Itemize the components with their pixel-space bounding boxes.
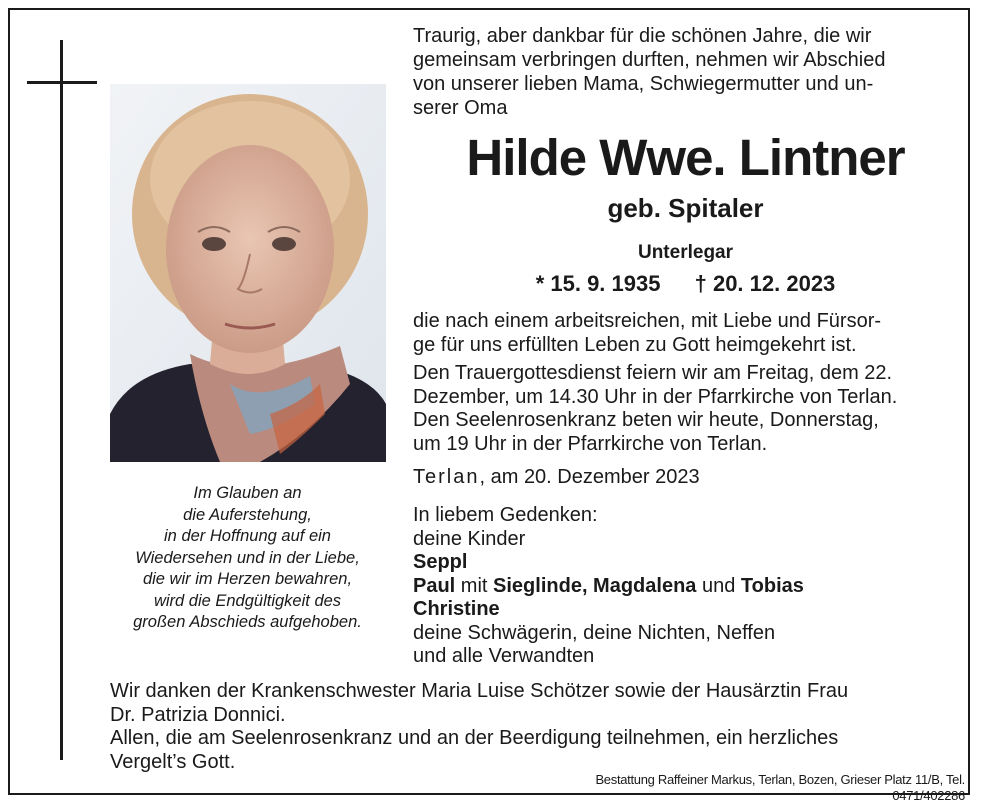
death-date: † 20. 12. 2023: [694, 271, 836, 296]
text-line: um 19 Uhr in der Pfarrkirche von Terlan.: [413, 432, 768, 455]
text-line: Den Trauergottesdienst feiern wir am Freitag, dem 22.: [413, 362, 893, 384]
portrait-photo: [110, 84, 386, 462]
farm-name: Unterlegar: [637, 242, 734, 263]
child-name: Paul: [413, 574, 456, 597]
birth-date: * 15. 9. 1935: [535, 271, 661, 296]
intro-line: serer Oma: [413, 97, 508, 119]
text-line: ge für uns erfüllten Leben zu Gott heimgekehrt ist.: [413, 333, 857, 356]
child-name: Seppl: [413, 551, 468, 573]
cross-horizontal-bar: [27, 81, 97, 84]
thanks-line: Vergelt’s Gott.: [110, 750, 236, 773]
service-text: [413, 362, 958, 456]
deceased-name: Hilde Wwe. Lintner: [466, 129, 905, 186]
intro-line: gemeinsam verbringen durften, nehmen wir Abschied: [413, 49, 886, 71]
quote-line: wird die Endgültigkeit des: [153, 591, 342, 610]
mourners-heading: In liebem Gedenken:: [413, 504, 598, 526]
life-text: [413, 310, 958, 357]
place-date-text: , am 20. Dezember 2023: [479, 466, 700, 488]
mourners-list: [413, 504, 958, 669]
maiden-name: geb. Spitaler: [607, 193, 764, 223]
family-names: Tobias: [740, 574, 804, 597]
quote-line: Im Glauben an: [193, 484, 302, 502]
quote-line: die Auferstehung,: [183, 505, 312, 524]
thanks-text: [110, 680, 960, 774]
funeral-home-footer: Bestattung Raffeiner Markus, Terlan, Bozen, Grieser Platz 11/B, Tel. 0471/402286: [595, 772, 965, 803]
cross-vertical-bar: [60, 40, 63, 760]
children-label: deine Kinder: [413, 527, 526, 550]
text-line: Den Seelenrosenkranz beten wir heute, Donnerstag,: [413, 409, 879, 431]
quote-line: Wiedersehen und in der Liebe,: [135, 548, 360, 567]
child-family-line: [413, 575, 958, 599]
intro-line: Traurig, aber dankbar für die schönen Jahre, die wir: [413, 25, 872, 47]
memorial-quote: [105, 483, 390, 634]
thanks-line: Allen, die am Seelenrosenkranz und an der Beerdigung teilnehmen, ein herzliches: [110, 727, 839, 749]
connector-text: und: [696, 574, 741, 597]
intro-text: [413, 24, 958, 120]
connector-text: mit: [455, 574, 494, 597]
relatives-line: und alle Verwandten: [413, 645, 595, 667]
relatives-line: deine Schwägerin, deine Nichten, Neffen: [413, 621, 776, 644]
child-name: Christine: [413, 598, 500, 620]
family-names: Sieglinde, Magdalena: [493, 574, 697, 597]
intro-line: von unserer lieben Mama, Schwiegermutter und un-: [413, 73, 874, 95]
thanks-line: Wir danken der Krankenschwester Maria Luise Schötzer sowie der Hausärztin Frau: [110, 680, 849, 702]
text-line: Dezember, um 14.30 Uhr in der Pfarrkirche von Terlan.: [413, 385, 898, 408]
place-date: [413, 465, 958, 489]
quote-line: die wir im Herzen bewahren,: [142, 570, 353, 588]
quote-line: großen Abschieds aufgehoben.: [133, 613, 362, 631]
text-line: die nach einem arbeitsreichen, mit Liebe und Fürsor-: [413, 310, 882, 332]
thanks-line: Dr. Patrizia Donnici.: [110, 703, 286, 726]
quote-line: in der Hoffnung auf ein: [164, 527, 331, 545]
life-dates: [413, 270, 958, 298]
place-town: Terlan: [413, 466, 480, 488]
